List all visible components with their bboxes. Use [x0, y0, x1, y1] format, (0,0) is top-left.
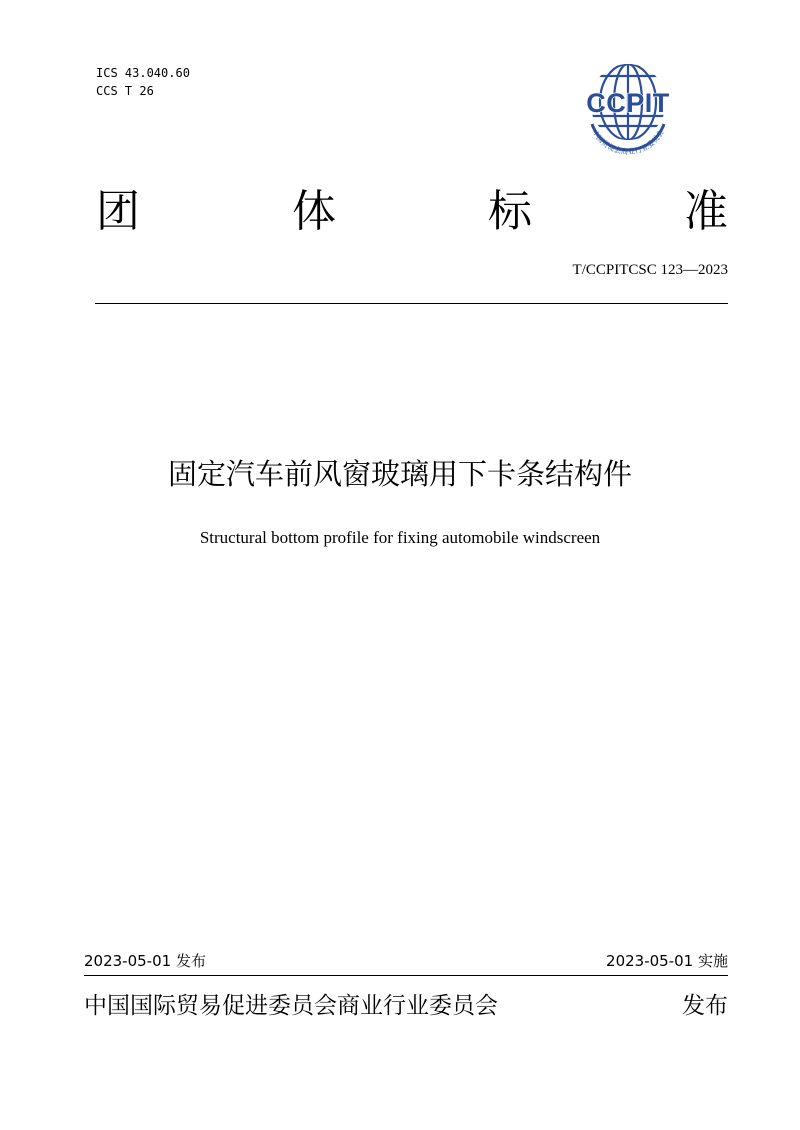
- divider-top: [95, 303, 728, 304]
- publisher-line: [84, 988, 728, 1024]
- divider-bottom: [84, 975, 728, 976]
- implementation-date: 2023-05-01 实施: [606, 952, 728, 970]
- ccs-code: CCS T 26: [96, 84, 154, 98]
- ccpit-logo: [572, 52, 684, 164]
- standard-number: T/CCPITCSC 123—2023: [572, 262, 728, 278]
- issue-date: 2023-05-01 发布: [84, 952, 206, 970]
- logo-wordmark: CCPIT: [586, 88, 670, 118]
- publisher-action: 发布: [682, 993, 728, 1019]
- ics-code: ICS 43.040.60: [96, 66, 190, 80]
- document-title-english: Structural bottom profile for fixing automobile windscreen: [199, 528, 601, 547]
- heading-char: 准: [684, 186, 728, 237]
- heading-char: 体: [292, 186, 336, 237]
- heading-char: 标: [488, 186, 532, 237]
- standard-type-heading: [96, 182, 728, 242]
- document-title-chinese: 固定汽车前风窗玻璃用下卡条结构件: [167, 457, 632, 491]
- logo-ring-text: 中国贸促会商业行业委员会: [590, 128, 666, 157]
- classification-codes: [96, 64, 190, 100]
- heading-char: 团: [96, 186, 140, 237]
- publisher-name: 中国国际贸易促进委员会商业行业委员会: [84, 993, 498, 1019]
